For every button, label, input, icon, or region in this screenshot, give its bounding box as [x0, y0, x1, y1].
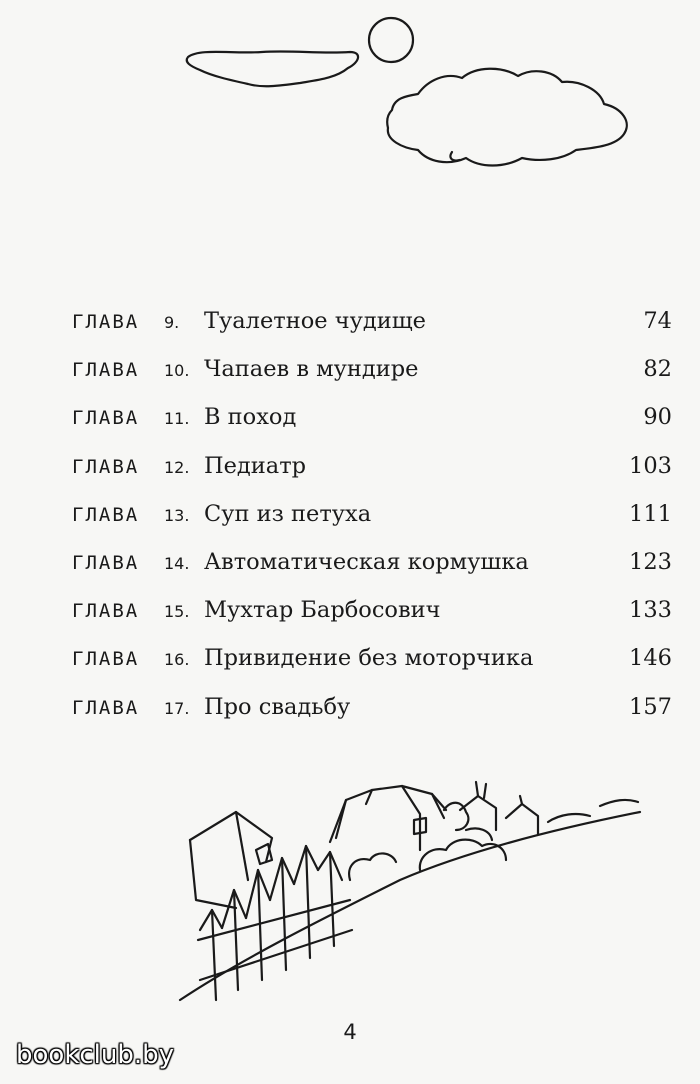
chapter-label: ГЛАВА: [72, 600, 140, 623]
toc-entry: [72, 694, 672, 742]
chapter-title: Педиатр: [204, 452, 307, 479]
toc-entry: [72, 308, 672, 356]
chapter-title: Туалетное чудище: [204, 308, 426, 334]
chapter-label: ГЛАВА: [72, 455, 140, 478]
chapter-title: Автоматическая кормушка: [204, 548, 529, 575]
chapter-number: 17.: [164, 698, 190, 718]
village-drawing: [180, 782, 640, 1000]
chapter-title: Суп из петуха: [204, 500, 372, 527]
chapter-page: 133: [629, 597, 672, 624]
cloud-drawing: [387, 69, 627, 166]
chapter-number: 15.: [164, 602, 190, 622]
chapter-label: ГЛАВА: [72, 311, 140, 333]
toc-entry: [72, 549, 672, 597]
watermark: bookclub.by: [16, 1040, 175, 1070]
chapter-page: 157: [629, 693, 672, 720]
toc-entry: [72, 404, 672, 452]
chapter-number: 16.: [164, 650, 190, 670]
chapter-title: Чапаев в мундире: [204, 356, 419, 383]
chapter-title: Привидение без моторчика: [204, 645, 534, 672]
toc-entry: [72, 597, 672, 645]
chapter-page: 103: [629, 452, 672, 479]
chapter-number: 14.: [164, 553, 190, 573]
chapter-label: ГЛАВА: [72, 696, 140, 719]
chapter-label: ГЛАВА: [72, 407, 140, 430]
toc-entry: [72, 356, 672, 404]
chapter-number: 11.: [164, 409, 190, 429]
table-of-contents: [72, 308, 672, 742]
chapter-number: 9.: [164, 313, 180, 332]
page-number: 4: [343, 1020, 357, 1044]
toc-entry: [72, 453, 672, 501]
cloud-drawing: [187, 51, 358, 86]
chapter-page: 90: [643, 404, 672, 431]
chapter-page: 74: [643, 308, 672, 334]
chapter-title: В поход: [204, 404, 297, 431]
toc-entry: [72, 501, 672, 549]
chapter-label: ГЛАВА: [72, 551, 140, 574]
chapter-label: ГЛАВА: [72, 503, 140, 526]
chapter-page: 123: [629, 548, 672, 575]
chapter-label: ГЛАВА: [72, 648, 140, 671]
chapter-number: 13.: [164, 505, 190, 525]
chapter-page: 82: [643, 356, 672, 383]
chapter-page: 146: [629, 645, 672, 672]
chapter-title: Про свадьбу: [204, 693, 351, 720]
toc-entry: [72, 645, 672, 693]
chapter-number: 12.: [164, 457, 190, 477]
sun-drawing: [369, 18, 413, 62]
chapter-label: ГЛАВА: [72, 359, 140, 382]
chapter-title: Мухтар Барбосович: [204, 597, 441, 624]
chapter-number: 10.: [164, 361, 190, 381]
chapter-page: 111: [629, 500, 672, 527]
